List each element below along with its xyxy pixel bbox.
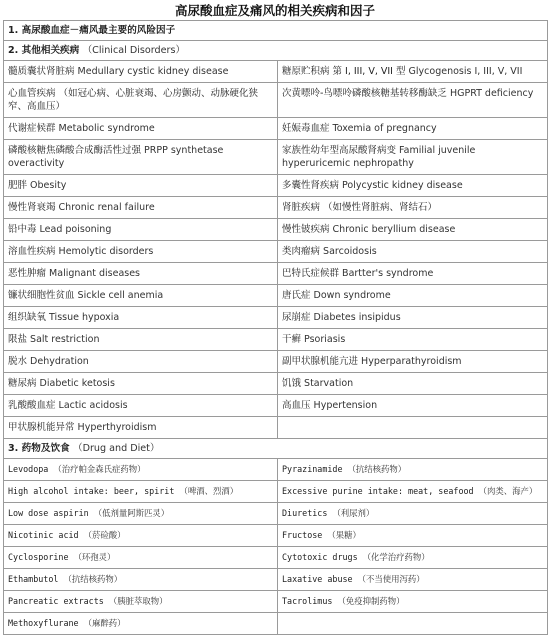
table-cell [278,175,548,197]
cell-primary-text: 尿崩症 [282,312,311,323]
table-row [4,351,548,373]
table-cell [4,197,278,219]
cell-secondary-text: （胰脏萃取物） [108,596,168,606]
table-cell [4,118,278,140]
cell-secondary-text: Dehydration [30,356,89,367]
table-cell [278,83,548,118]
cell-secondary-text: Bartter's syndrome [342,268,434,279]
cell-primary-text: Pyrazinamide [282,464,343,474]
cell-primary-text: 副甲状腺机能亢进 [282,356,359,367]
table-cell [4,613,278,635]
cell-primary-text: Low dose aspirin [8,508,89,518]
factors-table [3,20,548,635]
table-cell [4,285,278,307]
cell-secondary-text: Polycystic kidney disease [342,180,463,191]
table-cell [4,569,278,591]
cell-primary-text: 甲状腺机能异常 [8,422,75,433]
table-row [4,285,548,307]
cell-secondary-text: Lead poisoning [39,224,112,235]
table-row [4,547,548,569]
table-cell [4,175,278,197]
cell-primary-text: Cytotoxic drugs [282,552,358,562]
cell-secondary-text: Hypertension [313,400,378,411]
table-cell [4,395,278,417]
cell-primary-text: 溶血性疾病 [8,246,56,257]
table-cell [278,481,548,503]
cell-secondary-text: Sickle cell anemia [77,290,164,301]
table-row [4,140,548,175]
table-cell [4,525,278,547]
table-cell [4,329,278,351]
table-cell [4,61,278,83]
table-cell [278,140,548,175]
table-row [4,503,548,525]
table-cell [278,285,548,307]
cell-primary-text: Laxative abuse [282,574,353,584]
cell-primary-text: 妊娠毒血症 [282,123,330,134]
table-cell [4,459,278,481]
table-row [4,241,548,263]
cell-secondary-text: Salt restriction [30,334,100,345]
table-cell [278,525,548,547]
table-cell [278,118,548,140]
table-row [4,373,548,395]
table-cell [278,373,548,395]
cell-primary-text: 镰状细胞性贫血 [8,290,75,301]
cell-primary-text: 肥胖 [8,180,28,191]
table-cell [4,140,278,175]
cell-secondary-text: （抗结核药物） [63,574,123,584]
section-2-label: 2. 其他相关疾病 [8,45,80,56]
table-cell [278,329,548,351]
table-row [4,395,548,417]
cell-primary-text: 乳酸酸血症 [8,400,56,411]
table-cell [278,219,548,241]
cell-secondary-text: （菸硷酸） [83,530,126,540]
section-header-1 [4,21,548,41]
cell-primary-text: Fructose [282,530,323,540]
cell-primary-text: 类肉瘤病 [282,246,321,257]
cell-primary-text: 磷酸核糖焦磷酸合成酶活性过强 [8,145,142,156]
cell-primary-text: 限盐 [8,334,28,345]
table-cell [4,351,278,373]
cell-primary-text: 多囊性肾疾病 [282,180,340,191]
cell-secondary-text: Psoriasis [304,334,346,345]
cell-secondary-text: Medullary cystic kidney disease [77,66,229,77]
cell-secondary-text: （治疗帕金森氏症药物） [53,464,146,474]
cell-secondary-text: Hyperparathyroidism [361,356,462,367]
cell-secondary-text: Sarcoidosis [323,246,377,257]
table-cell [278,459,548,481]
table-row [4,459,548,481]
section-2-label-en: （Clinical Disorders） [82,45,186,56]
table-row [4,481,548,503]
table-cell [278,395,548,417]
cell-secondary-text: Glycogenosis I, III, V, VII [408,66,523,77]
cell-secondary-text: （化学治疗药物） [362,552,430,562]
table-row [4,525,548,547]
table-row [4,417,548,439]
table-cell [278,591,548,613]
cell-primary-text: 脱水 [8,356,28,367]
cell-primary-text: Levodopa [8,464,49,474]
cell-primary-text: 次黄嘌呤-鸟嘌呤磷酸核糖基转移酶缺乏 [282,88,447,99]
table-cell [4,373,278,395]
table-cell [278,241,548,263]
cell-primary-text: 铅中毒 [8,224,37,235]
section-2-heading [4,41,548,61]
cell-primary-text: 饥饿 [282,378,302,389]
cell-primary-text: 糖原贮积病 第 I, III, V, VII 型 [282,66,406,77]
cell-secondary-text: Obesity [30,180,67,191]
table-row [4,613,548,635]
cell-primary-text: Tacrolimus [282,596,333,606]
cell-secondary-text: （麻醉药） [83,618,126,628]
table-cell [4,417,278,439]
cell-secondary-text: Hemolytic disorders [58,246,154,257]
cell-primary-text: 髓质囊状肾脏病 [8,66,75,77]
cell-secondary-text: （环孢灵） [73,552,116,562]
table-cell [4,547,278,569]
cell-primary-text: 恶性肿瘤 [8,268,47,279]
cell-secondary-text: Hyperthyroidism [77,422,157,433]
cell-secondary-text: （免疫抑制药物） [337,596,405,606]
cell-primary-text: Methoxyflurane [8,618,79,628]
section-1-label: 1. 高尿酸血症－痛风最主要的风险因子 [4,21,548,41]
cell-secondary-text: Diabetic ketosis [39,378,115,389]
cell-secondary-text: （不当使用泻药） [357,574,425,584]
cell-secondary-text: Metabolic syndrome [58,123,155,134]
cell-primary-text: 慢性肾衰竭 [8,202,56,213]
cell-secondary-text: Toxemia of pregnancy [332,123,437,134]
table-row [4,118,548,140]
cell-primary-text: 家族性幼年型高尿酸肾病变 [282,145,397,156]
cell-primary-text: 代谢症候群 [8,123,56,134]
cell-secondary-text: （肉类、海产） [478,486,538,496]
table-cell [4,591,278,613]
table-row [4,307,548,329]
cell-primary-text: 唐氏症 [282,290,311,301]
table-row [4,197,548,219]
cell-primary-text: 高血压 [282,400,311,411]
table-cell [278,197,548,219]
cell-primary-text: Excessive purine intake: meat, seafood [282,486,474,496]
table-row [4,263,548,285]
table-row [4,569,548,591]
table-cell [278,613,548,635]
cell-primary-text: 组织缺氧 [8,312,47,323]
cell-primary-text: 心血管疾病 （如冠心病、心脏衰竭、心房颤动、动脉硬化狭窄、高血压） [8,88,259,112]
cell-primary-text: 慢性铍疾病 [282,224,330,235]
table-cell [278,351,548,373]
cell-primary-text: Diuretics [282,508,328,518]
cell-primary-text: Nicotinic acid [8,530,79,540]
table-row [4,61,548,83]
table-row [4,83,548,118]
cell-primary-text: 糖尿病 [8,378,37,389]
section-3-heading [4,439,548,459]
cell-secondary-text: Chronic renal failure [58,202,155,213]
table-cell [4,83,278,118]
table-cell [278,569,548,591]
table-cell [4,263,278,285]
cell-secondary-text: HGPRT deficiency [449,88,534,99]
cell-primary-text: High alcohol intake: beer, spirit [8,486,175,496]
cell-primary-text: 巴特氏症候群 [282,268,340,279]
section-header-3 [4,439,548,459]
table-cell [278,417,548,439]
cell-primary-text: Cyclosporine [8,552,69,562]
cell-secondary-text: （抗结核药物） [347,464,407,474]
cell-secondary-text: Lactic acidosis [58,400,128,411]
table-cell [4,503,278,525]
cell-secondary-text: （低剂量阿斯匹灵） [93,508,170,518]
table-row [4,329,548,351]
table-cell [4,307,278,329]
cell-secondary-text: Malignant diseases [49,268,141,279]
cell-primary-text: Pancreatic extracts [8,596,104,606]
cell-primary-text: Ethambutol [8,574,59,584]
cell-secondary-text: （啤酒、烈酒） [179,486,239,496]
cell-secondary-text: Familial juvenile hyperuricemic nephropathy [282,145,476,169]
table-cell [4,241,278,263]
cell-secondary-text: Chronic beryllium disease [332,224,456,235]
cell-primary-text: 干癣 [282,334,302,345]
table-row [4,591,548,613]
cell-secondary-text: Tissue hypoxia [49,312,120,323]
section-3-label-en: （Drug and Diet） [72,443,160,454]
table-cell [4,219,278,241]
section-3-label: 3. 药物及饮食 [8,443,70,454]
table-cell [278,307,548,329]
cell-primary-text: 肾脏疾病 （如慢性肾脏病、肾结石） [282,202,438,213]
page-title: 高尿酸血症及痛风的相关疾病和因子 [174,3,375,18]
table-cell [278,61,548,83]
section-header-2 [4,41,548,61]
table-cell [4,481,278,503]
table-cell [278,263,548,285]
cell-secondary-text: Diabetes insipidus [313,312,401,323]
table-cell [278,547,548,569]
cell-secondary-text: （果糖） [327,530,361,540]
table-cell [278,503,548,525]
cell-secondary-text: PRPP synthetase overactivity [8,145,224,169]
table-row [4,175,548,197]
cell-secondary-text: （利尿剂） [332,508,375,518]
cell-secondary-text: Starvation [304,378,354,389]
cell-secondary-text: Down syndrome [313,290,391,301]
table-row [4,219,548,241]
